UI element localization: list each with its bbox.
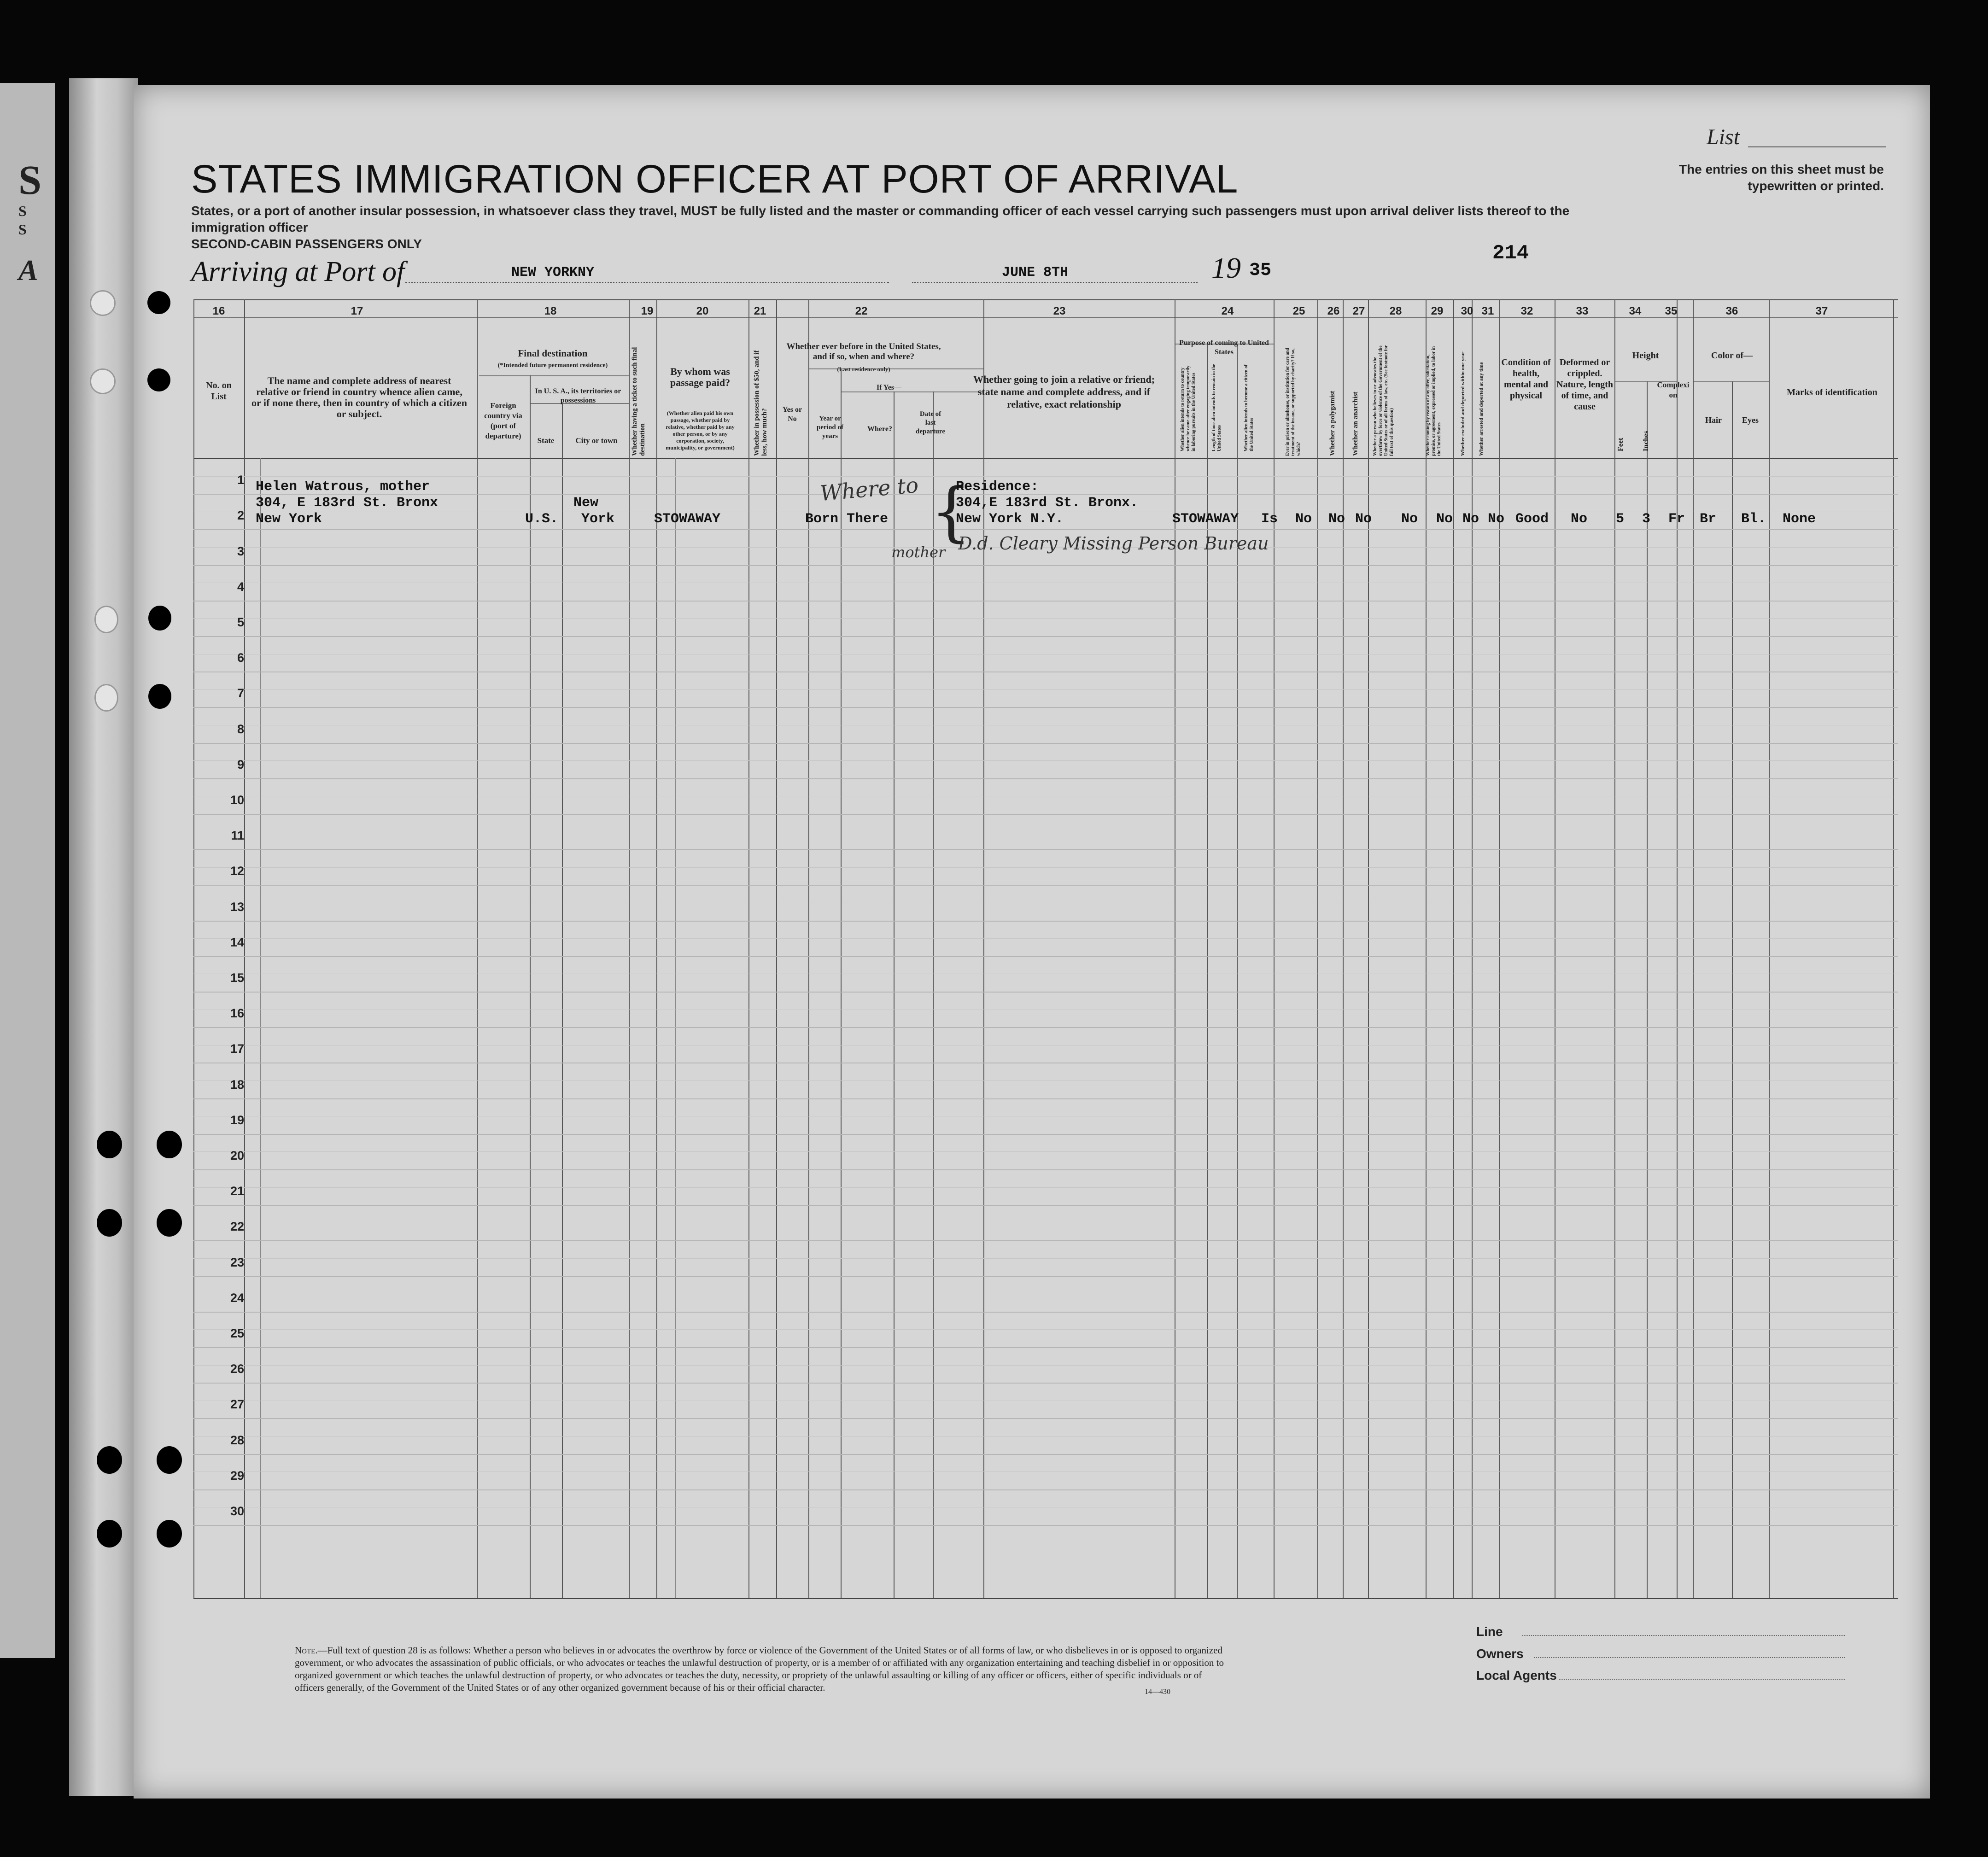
punch-hole (157, 1520, 182, 1548)
list-label: List (1707, 125, 1740, 149)
row-number: 25 (230, 1326, 244, 1340)
column-number: 18 (544, 305, 557, 317)
table-rule (1237, 344, 1238, 1598)
prev-page-char: S (18, 158, 42, 203)
row-rule (193, 1525, 1898, 1526)
punch-hole (148, 606, 171, 631)
owners-label: Owners (1476, 1647, 1524, 1661)
table-rule (1207, 344, 1208, 1598)
header-ever-before-note: (Last residence only) (837, 366, 890, 373)
eyes-value: Bl. (1741, 511, 1766, 527)
row-subrule (193, 1080, 1898, 1081)
row-number: 2 (237, 508, 244, 523)
row-rule (193, 1134, 1898, 1135)
row-number: 24 (230, 1291, 244, 1305)
row-number: 11 (231, 829, 244, 843)
row-subrule (193, 760, 1898, 761)
header-overthrow: Whether a person who believes in or advocates the overthrow by force or violence of the Government of the United States or of all forms of law, etc. (See footnote for full text of this question) (1373, 345, 1394, 456)
excluded-value: No (1462, 511, 1479, 527)
marks-value: None (1783, 511, 1816, 527)
punch-hole (157, 1446, 182, 1474)
header-where: Where? (867, 425, 892, 433)
anarchist-value: No (1355, 511, 1372, 527)
row-rule (193, 849, 1898, 850)
header-purpose: Purpose of coming to United States (1179, 339, 1269, 356)
row-number: 18 (230, 1077, 244, 1092)
row-number: 7 (237, 686, 244, 701)
table-rule (1732, 381, 1733, 1598)
row-subrule (193, 1151, 1898, 1152)
port-line (405, 282, 889, 283)
purpose-value: STOWAWAY (1172, 511, 1239, 527)
column-number: 28 (1389, 305, 1402, 317)
page-title: STATES IMMIGRATION OFFICER AT PORT OF ARRIVAL (191, 157, 1239, 201)
row-rule (193, 1276, 1898, 1277)
list-number: 214 (1492, 242, 1529, 265)
punch-hole (90, 368, 116, 394)
table-rule (933, 391, 934, 1598)
health-value: Good (1515, 511, 1549, 527)
punch-hole (97, 1131, 122, 1158)
header-feet: Feet (1617, 438, 1625, 451)
line-label: Line (1476, 1624, 1503, 1639)
year-prefix: 19 (1211, 251, 1241, 284)
row-subrule (193, 1329, 1898, 1330)
row-number: 6 (237, 651, 244, 665)
column-number: 37 (1815, 305, 1828, 317)
handwritten-bureau: D.d. Cleary Missing Person Bureau (958, 533, 1269, 554)
column-number: 32 (1520, 305, 1533, 317)
row-rule (193, 1383, 1898, 1384)
column-number: 30 (1461, 305, 1473, 317)
table-rule (841, 368, 842, 1598)
header-state: State (537, 436, 555, 445)
column-number: 29 (1431, 305, 1444, 317)
row-number: 30 (230, 1504, 244, 1518)
date-line (912, 282, 1198, 283)
header-eyes: Eyes (1742, 415, 1759, 425)
row-rule (193, 707, 1898, 708)
header-complexion: Complexion (1657, 380, 1690, 399)
header-final-destination-note: (*Intended future permanent residence) (497, 362, 608, 369)
header-final-destination: Final destination (518, 348, 588, 359)
column-number: 23 (1053, 305, 1066, 317)
punch-hole (147, 291, 170, 314)
row-number: 29 (230, 1468, 244, 1483)
row-subrule (193, 618, 1898, 619)
row-rule (193, 1489, 1898, 1490)
join-city: New York N.Y. (956, 511, 1064, 527)
row-number: 9 (237, 757, 244, 771)
arrested-value: No (1488, 511, 1505, 527)
line-field (1522, 1635, 1845, 1636)
row-rule (193, 1027, 1898, 1028)
height-feet-value: 5 (1616, 511, 1625, 527)
row-number: 28 (230, 1433, 244, 1447)
column-number: 31 (1481, 305, 1494, 317)
row-subrule (193, 938, 1898, 939)
footnote-text: —Full text of question 28 is as follows: Whether a person who believes in or advocates the overthrow by force or violence of the Government of the United States or of all forms of law, or who disbelieves in or is opposed to organized government, or who advocates the assassination of public officials, or who advocates or teaches the unlawful destruction of property, or is a member of or affiliated with any organization entertaining and teaching disbelief in or opposition to organized government or which teaches the unlawful destruction of property, or who advocates or teaches the duty, necessity, or propriety of the unlawful assaulting or killing of any officer or officers, either of specific individuals or of officers generally, of the Government of the United States or of any other organized government because of his or their official character. (295, 1645, 1224, 1693)
row-number: 16 (230, 1006, 244, 1021)
punch-hole (97, 1446, 122, 1474)
table-rule (1693, 381, 1769, 382)
header-arrested: Whether arrested and deported at any time (1479, 362, 1484, 456)
column-number: 22 (855, 305, 868, 317)
header-ever-before: Whether ever before in the United States, and if so, when and where? (786, 342, 941, 362)
row-subrule (193, 1436, 1898, 1437)
row-number: 23 (230, 1255, 244, 1269)
header-deformed: Deformed or crippled. Nature, length of time, and cause (1556, 357, 1613, 412)
prev-page-char: S (18, 203, 27, 219)
row-rule (193, 1418, 1898, 1419)
punch-hole (157, 1209, 182, 1237)
row-rule (193, 1169, 1898, 1170)
row-rule (193, 992, 1898, 993)
row-number: 27 (230, 1397, 244, 1412)
header-polygamist: Whether a polygamist (1329, 391, 1336, 456)
header-foreign-country: Foreign country via (port of departure) (484, 401, 522, 440)
row-number: 3 (237, 544, 244, 558)
relative-city: New York (256, 511, 322, 527)
destination-city: New (573, 495, 599, 511)
header-date-departure: Date of last departure (916, 410, 945, 435)
column-number: 36 (1725, 305, 1738, 317)
previous-page-edge (0, 83, 55, 1658)
date-value: JUNE 8TH (1002, 265, 1069, 280)
relative-address: 304, E 183rd St. Bronx (256, 495, 439, 511)
destination-city-2: York (581, 511, 615, 527)
column-number: 19 (641, 305, 654, 317)
header-excluded: Whether excluded and deported within one year (1460, 351, 1466, 456)
header-year-period: Year or period of years (817, 415, 843, 440)
row-subrule (193, 689, 1898, 690)
row-number: 26 (230, 1362, 244, 1376)
handwritten-where-to: Where to (819, 472, 920, 506)
row-rule (193, 529, 1898, 530)
row-number: 13 (230, 899, 244, 914)
local-agents-label: Local Agents (1476, 1668, 1557, 1682)
punch-hole (97, 1520, 122, 1548)
row-rule (193, 921, 1898, 922)
row-number: 21 (230, 1184, 244, 1198)
header-join-relative: Whether going to join a relative or friend; state name and complete address, and if relative, exact relationship (973, 374, 1155, 410)
row-number: 12 (230, 864, 244, 878)
row-number: 15 (230, 971, 244, 985)
page-subtitle (191, 203, 1619, 252)
row-number: 19 (230, 1113, 244, 1127)
row-number: 1 (237, 473, 244, 487)
column-number: 20 (696, 305, 709, 317)
column-number: 24 (1221, 305, 1234, 317)
row-rule (193, 1454, 1898, 1455)
row-rule (193, 956, 1898, 957)
header-prison: Ever in prison or almshouse, or institution for care and treatment of the insane, or supported by charity? If so, which? (1285, 348, 1301, 456)
header-purpose-b: Length of time alien intends to remain in the United States (1211, 364, 1222, 451)
row-number: 5 (237, 615, 244, 629)
owners-field (1534, 1657, 1845, 1658)
overthrow-value: No (1401, 511, 1418, 527)
punch-hole (157, 1131, 182, 1158)
row-rule (193, 743, 1898, 744)
row-rule (193, 885, 1898, 886)
subtitle-line: States, or a port of another insular possession, in whatsoever class they travel, MUST be fully listed and the master or commanding officer of each vessel carrying such passengers must upon arrival deliver lists thereof to the immigration officer (191, 204, 1570, 234)
header-anarchist: Whether an anarchist (1352, 391, 1359, 456)
list-number-line (1748, 146, 1886, 147)
header-ticket: Whether having a ticket to such final destination (631, 347, 646, 456)
header-health: Condition of health, mental and physical (1501, 357, 1551, 401)
row-number: 8 (237, 722, 244, 736)
destination-state: U.S. (525, 511, 559, 527)
labor-offer-value: No (1436, 511, 1453, 527)
punch-hole (97, 1209, 122, 1237)
row-rule (193, 1240, 1898, 1241)
footnote (295, 1644, 1230, 1694)
row-number: 14 (230, 935, 244, 949)
height-inches-value: 3 (1642, 511, 1651, 527)
table-rule (193, 299, 1898, 300)
header-yes-no: Yes or No (782, 406, 802, 423)
column-number: 26 (1327, 305, 1340, 317)
punch-hole (94, 606, 118, 633)
table-rule (894, 391, 895, 1598)
row-subrule (193, 1365, 1898, 1366)
complexion-value: Fr (1668, 511, 1685, 527)
row-number: 22 (230, 1220, 244, 1234)
table-rule (530, 375, 531, 1598)
column-number: 17 (351, 305, 363, 317)
row-rule (193, 636, 1898, 637)
row-rule (193, 1098, 1898, 1099)
header-purpose-c: Whether alien intends to become a citizen of the United States (1244, 364, 1254, 451)
punch-hole (147, 368, 170, 391)
row-number: 20 (230, 1149, 244, 1162)
handwritten-mother: mother (891, 543, 946, 561)
row-rule (193, 1312, 1898, 1313)
header-labor-offer: Whether coming by reason of any offer, solicitation, promise, or agreement, expressed or implied, to labor in the United States (1426, 346, 1442, 456)
table-rule (260, 458, 261, 1598)
row-rule (193, 1205, 1898, 1206)
header-color: Color of— (1711, 350, 1753, 361)
prev-page-char: S (18, 221, 27, 238)
header-marks: Marks of identification (1787, 387, 1877, 397)
polygamist-col25-value: No (1295, 511, 1312, 527)
local-agents-field (1559, 1679, 1845, 1680)
row-rule (193, 1347, 1898, 1348)
row-rule (193, 494, 1898, 495)
join-residence-label: Residence: (956, 479, 1039, 495)
relative-name: Helen Watrous, mother (256, 479, 430, 495)
punch-hole (148, 684, 171, 709)
header-city: City or town (575, 436, 618, 445)
prison-value: Is (1261, 511, 1278, 527)
hair-value: Br (1700, 511, 1717, 527)
row-number: 17 (230, 1042, 244, 1056)
row-subrule (193, 867, 1898, 868)
row-subrule (193, 1258, 1898, 1259)
header-passage-note: (Whether alien paid his own passage, whether paid by relative, whether paid by any other person, or by any corporation, society, municipality, or government) (666, 410, 735, 451)
row-rule (193, 814, 1898, 815)
footnote-head: Note. (295, 1645, 318, 1656)
row-number: 4 (237, 579, 244, 594)
column-number: 34 (1629, 305, 1642, 317)
row-rule (193, 778, 1898, 779)
entries-note: The entries on this sheet must be typewritten or printed. (1679, 162, 1884, 193)
arriving-label: Arriving at Port of (191, 256, 405, 287)
header-if-yes: If Yes— (876, 384, 902, 391)
table-rule (675, 458, 676, 1598)
row-rule (193, 565, 1898, 566)
port-value: NEW YORKNY (511, 265, 595, 280)
column-number: 27 (1352, 305, 1365, 317)
table-rule (479, 375, 629, 376)
header-fifty-dollars: Whether in possession of $50, and if less, how much? (753, 350, 768, 456)
row-subrule (193, 1187, 1898, 1188)
year-value: 35 (1249, 260, 1272, 281)
header-inches: Inches (1642, 431, 1650, 451)
header-nearest-relative: The name and complete address of nearest relative or friend in country whence alien came, or if none there, then in country of which a citizen or subject. (251, 375, 467, 420)
header-purpose-a: Whether alien intends to return to country whence he came after engaging temporarily in laboring pursuits in the United States (1180, 365, 1196, 451)
header-in-usa: In U. S. A., its territories or possessions (535, 387, 621, 404)
header-height: Height (1632, 350, 1659, 361)
header-passage-paid: By whom was passage paid? (670, 366, 731, 388)
row-number: 10 (230, 793, 244, 807)
column-number: 35 (1665, 305, 1678, 317)
column-number: 33 (1576, 305, 1589, 317)
table-rule (193, 1598, 1898, 1599)
column-number: 25 (1292, 305, 1305, 317)
row-subrule (193, 476, 1898, 477)
header-hair: Hair (1705, 415, 1722, 425)
punch-hole (90, 290, 116, 316)
join-address: 304,E 183rd St. Bronx. (956, 495, 1139, 511)
column-number: 21 (754, 305, 766, 317)
brace-glyph: { (930, 474, 972, 549)
deformed-value: No (1571, 511, 1588, 527)
form-number: 14—430 (1145, 1688, 1170, 1696)
table-rule (193, 458, 1898, 459)
passage-paid-value: STOWAWAY (654, 511, 721, 527)
punch-hole (94, 684, 118, 712)
column-number: 16 (212, 305, 225, 317)
header-no-on-list: No. on List (206, 380, 232, 402)
prev-page-char: A (18, 254, 38, 286)
table-rule (1647, 381, 1648, 1598)
subtitle-line: SECOND-CABIN PASSENGERS ONLY (191, 237, 422, 251)
polygamist-value: No (1328, 511, 1345, 527)
ever-before-value: Born There (805, 511, 889, 527)
